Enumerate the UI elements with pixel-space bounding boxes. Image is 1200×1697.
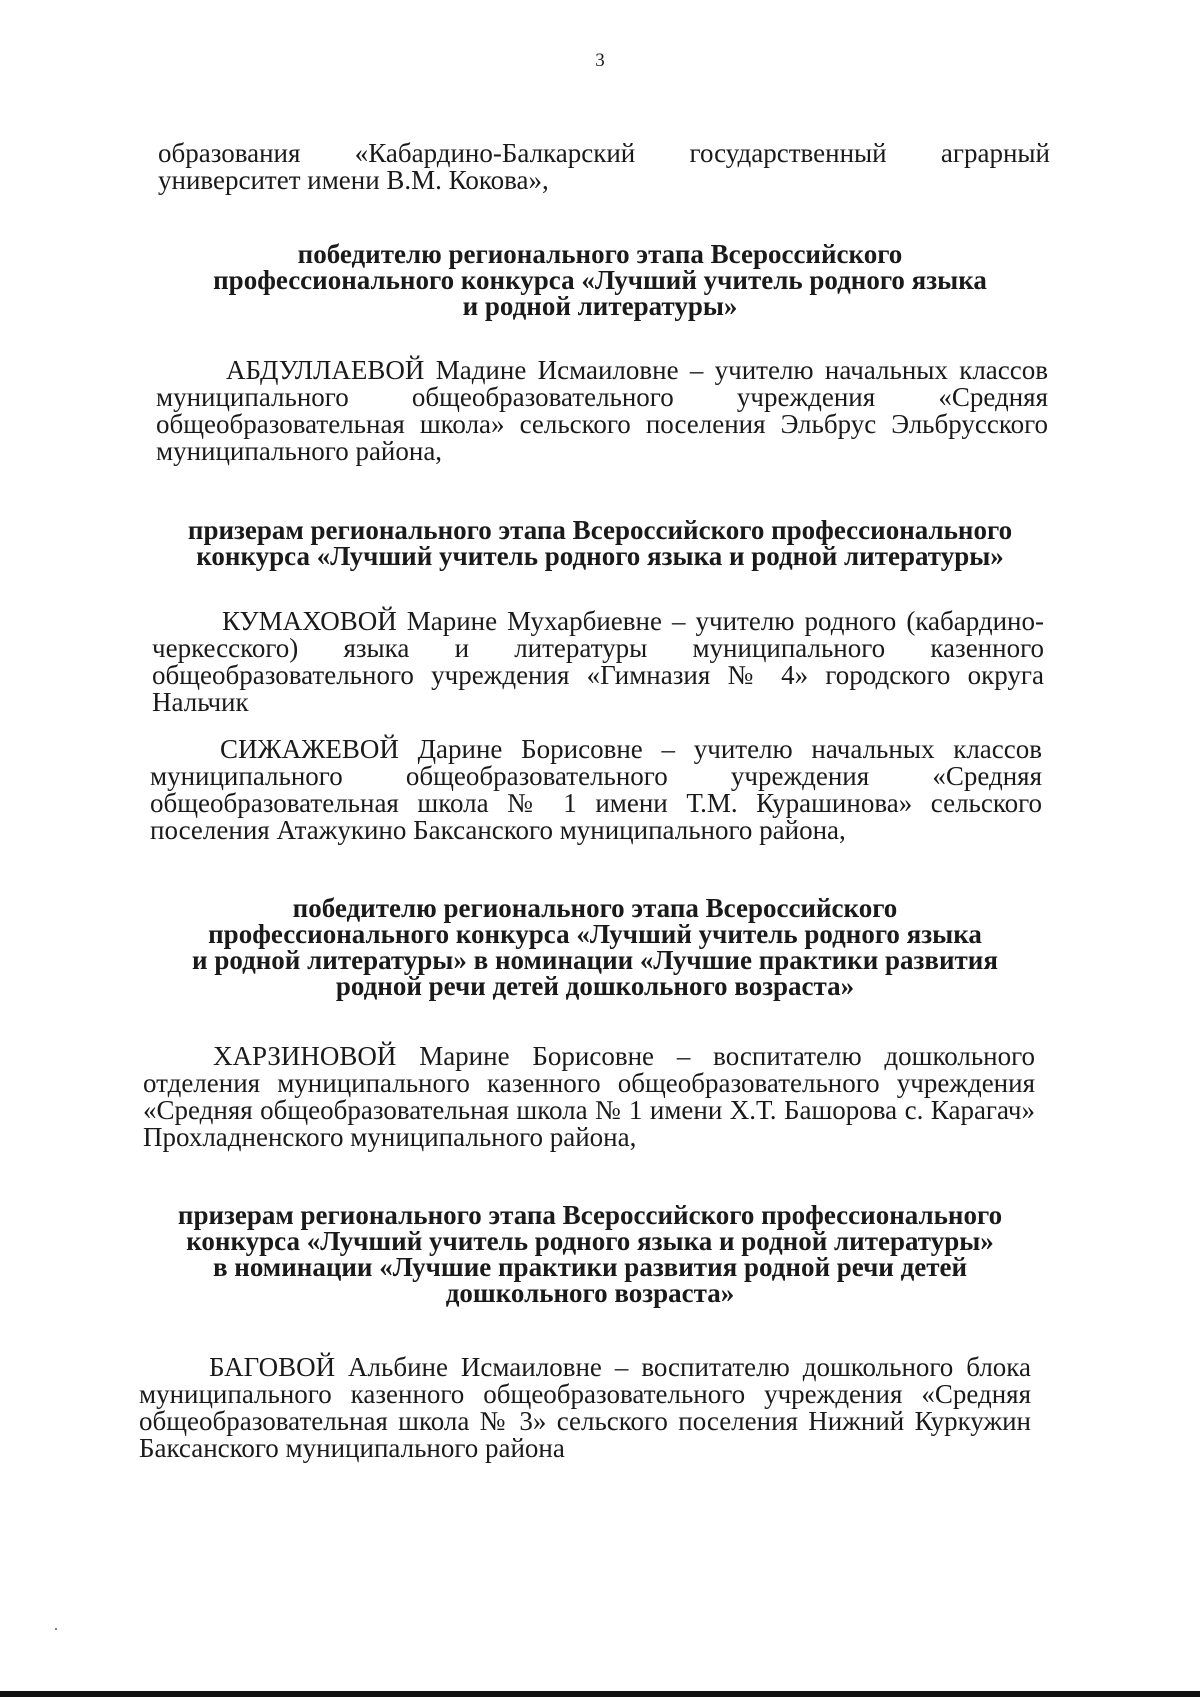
heading-line: родной речи детей дошкольного возраста» xyxy=(335,971,855,1001)
nominee-sizhazheva xyxy=(150,736,1042,844)
heading-winner-1 xyxy=(150,241,1050,319)
nominee-text: СИЖАЖЕВОЙ Дарине Борисовне – учителю начальных классов муниципального общеобразовательного учреждения «Средняя общеобразовательная школа № 1 имени Т.М. Курашинова» сельского поселения Атажукино Баксанского муниципального района, xyxy=(150,734,1042,845)
nominee-text: БАГОВОЙ Альбине Исмаиловне – воспитателю дошкольного блока муниципального казенного общеобразовательного учреждения «Средняя общеобразовательная школа № 3» сельского поселения Нижний Куркужин Баксанского муниципального района xyxy=(139,1352,1031,1463)
heading-winner-2 xyxy=(145,895,1045,999)
heading-line: конкурса «Лучший учитель родного языка и родной литературы» xyxy=(196,541,1004,571)
heading-line: победителю регионального этапа Всероссийского xyxy=(297,239,903,269)
heading-line: призерам регионального этапа Всероссийского профессионального xyxy=(187,515,1013,545)
heading-line: в номинации «Лучшие практики развития родной речи детей xyxy=(212,1252,968,1282)
heading-line: и родной литературы» xyxy=(462,291,738,321)
nominee-kharzinova xyxy=(143,1043,1035,1151)
nominee-text: КУМАХОВОЙ Марине Мухарбиевне – учителю родного (кабардино-черкесского) языка и литературы муниципального казенного общеобразовательного учреждения «Гимназия № 4» городского округа Нальчик xyxy=(152,606,1044,717)
heading-line: профессионального конкурса «Лучший учитель родного языка xyxy=(213,265,987,295)
scan-edge xyxy=(0,1691,1200,1697)
heading-line: профессионального конкурса «Лучший учитель родного языка xyxy=(208,919,982,949)
heading-line: и родной литературы» в номинации «Лучшие практики развития xyxy=(192,945,998,975)
heading-line: победителю регионального этапа Всероссийского xyxy=(292,893,898,923)
scan-speck xyxy=(55,1628,57,1630)
heading-prize-2 xyxy=(140,1202,1040,1306)
nominee-bagova xyxy=(139,1354,1031,1462)
heading-line: призерам регионального этапа Всероссийского профессионального xyxy=(177,1200,1003,1230)
nominee-text: ХАРЗИНОВОЙ Марине Борисовне – воспитателю дошкольного отделения муниципального казенного общеобразовательного учреждения «Средняя общеобразовательная школа № 1 имени Х.Т. Башорова с. Карагач» Прохладненского муниципального района, xyxy=(143,1041,1035,1152)
nominee-text: АБДУЛЛАЕВОЙ Мадине Исмаиловне – учителю начальных классов муниципального общеобразовательного учреждения «Средняя общеобразовательная школа» сельского поселения Эльбрус Эльбрусского муниципального района, xyxy=(156,355,1048,466)
intro-text: образования «Кабардино-Балкарский государственный аграрный университет имени В.М. Кокова», xyxy=(158,138,1050,195)
nominee-abdullaeva xyxy=(156,357,1048,465)
nominee-kumakhova xyxy=(152,608,1044,716)
intro-paragraph xyxy=(158,140,1050,194)
heading-prize-1 xyxy=(150,517,1050,569)
heading-line: конкурса «Лучший учитель родного языка и родной литературы» xyxy=(186,1226,994,1256)
heading-line: дошкольного возраста» xyxy=(445,1278,735,1308)
page-number: 3 xyxy=(595,50,605,71)
